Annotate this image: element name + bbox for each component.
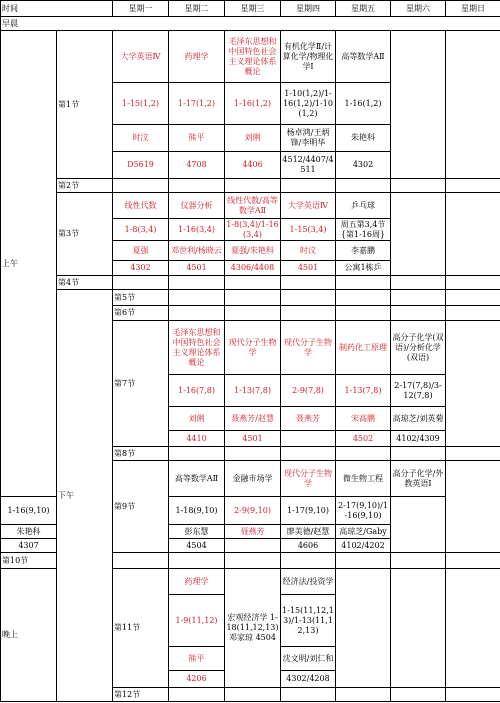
period-10: 第10节 xyxy=(1,553,57,569)
period-8: 第8节 xyxy=(113,447,169,461)
p9-wed-weeks: 2-9(9,10) xyxy=(225,497,281,525)
p3-tue-weeks: 1-16(3,4) xyxy=(169,219,225,241)
p9-mon-room: 4307 xyxy=(1,539,57,553)
p7-thu-teacher: 宋高鹏 xyxy=(336,407,391,431)
p9-fri-teacher: 高琼芝/Gaby xyxy=(336,525,391,539)
p11-wed-course: 经济法/投资学 xyxy=(281,569,336,595)
p1-wed-weeks: 1-16(1,2) xyxy=(225,83,281,125)
p3-mon-course: 线性代数 xyxy=(113,193,169,219)
p9-wed-room xyxy=(225,539,281,553)
p1-tue-course: 药理学 xyxy=(169,31,225,83)
p9-mon-course: 高等数学AⅡ xyxy=(169,461,225,497)
p7-wed-teacher: 聂燕芳 xyxy=(281,407,336,431)
p1-mon-course: 大学英语Ⅳ xyxy=(113,31,169,83)
p7-mon-course: 毛泽东思想和中国特色社会主义理论体系概论 xyxy=(169,321,225,375)
p7-sat-empty xyxy=(446,321,500,447)
p3-tue-course: 仪器分析 xyxy=(169,193,225,219)
p3-thu-teacher: 时汶 xyxy=(281,241,336,261)
p3-tue-room: 4501 xyxy=(169,261,225,276)
p1-fri-room: 4302 xyxy=(336,152,391,179)
p1-mon-weeks: 1-15(1,2) xyxy=(113,83,169,125)
p1-sun-empty xyxy=(446,31,500,179)
p11-wed-room: 4302/4208 xyxy=(281,671,336,688)
p9-thu-course: 微生物工程 xyxy=(336,461,391,497)
p9-thu-teacher: 廖美德/赵慧 xyxy=(281,525,336,539)
p9-wed-teacher: 聂燕芳 xyxy=(225,525,281,539)
p3-wed-course: 线性代数/高等数学AⅡ xyxy=(225,193,281,219)
p9-thu-room: 4606 xyxy=(281,539,336,553)
p3-mon-room: 4302 xyxy=(113,261,169,276)
p9-wed-course: 现代分子生物学 xyxy=(281,461,336,497)
p7-tue-teacher: 聂燕芳/赵慧 xyxy=(225,407,281,431)
p1-sat-empty xyxy=(391,31,446,179)
p3-thu-room: 4501 xyxy=(281,261,336,276)
period-4: 第4节 xyxy=(57,276,113,290)
p3-fri-course: 乒乓球 xyxy=(336,193,391,219)
period-2: 第2节 xyxy=(57,179,113,193)
p3-thu-weeks: 1-15(3,4) xyxy=(281,219,336,241)
p7-thu-course: 制药化工原理 xyxy=(336,321,391,375)
p9-tue-teacher: 彭东慧 xyxy=(169,525,225,539)
p1-thu-course: 有机化学Ⅱ/计算化学/物理化学Ⅰ xyxy=(281,31,336,83)
p9-tue-room: 4504 xyxy=(169,539,225,553)
p3-tue-teacher: 邓世利/杨晓云 xyxy=(169,241,225,261)
p7-mon-room: 4410 xyxy=(169,431,225,447)
p1-fri-weeks: 1-16(1,2) xyxy=(336,83,391,125)
p3-sat-empty xyxy=(391,193,446,276)
p7-tue-weeks: 1-13(7,8) xyxy=(225,375,281,407)
p11-mon-room: 4206 xyxy=(169,671,225,688)
period-9: 第9节 xyxy=(113,461,169,553)
p3-wed-teacher: 夏强/朱艳科 xyxy=(225,241,281,261)
period-1: 第1节 xyxy=(57,31,113,179)
p11-wed-weeks: 1-15(11,12,13)/1-13(11,12,13) xyxy=(281,595,336,647)
p7-thu-weeks: 1-13(7,8) xyxy=(336,375,391,407)
p7-mon-weeks: 1-16(7,8) xyxy=(169,375,225,407)
p11-mon-course: 药理学 xyxy=(169,569,225,595)
header-day-6: 星期六 xyxy=(391,1,446,17)
period-11: 第11节 xyxy=(113,569,169,688)
p1-mon-teacher: 时汶 xyxy=(113,125,169,152)
p9-sat-empty xyxy=(446,461,500,553)
p7-fri-course: 高分子化学(双语)/分析化学(双语) xyxy=(391,321,446,375)
p11-mon-weeks: 1-9(11,12) xyxy=(169,595,225,647)
p1-fri-course: 高等数学AⅡ xyxy=(336,31,391,83)
p7-tue-course: 现代分子生物学 xyxy=(225,321,281,375)
p9-mon-weeks: 1-16(9,10) xyxy=(1,497,57,525)
header-time: 时间 xyxy=(1,1,113,17)
p3-fri-teacher: 李嘉鹏 xyxy=(336,241,391,261)
p1-tue-teacher: 熊平 xyxy=(169,125,225,152)
p9-fri-room: 4102/4202 xyxy=(336,539,391,553)
period-5: 第5节 xyxy=(113,290,169,306)
p1-tue-room: 4708 xyxy=(169,152,225,179)
p1-tue-weeks: 1-17(1,2) xyxy=(169,83,225,125)
p1-mon-room: D5619 xyxy=(113,152,169,179)
p7-fri-room: 4102/4309 xyxy=(391,431,446,447)
p7-fri-teacher: 高琼芝/刘英菊 xyxy=(391,407,446,431)
p1-wed-course: 毛泽东思想和中国特色社会主义理论体系概论 xyxy=(225,31,281,83)
p1-thu-room: 4512/4407/4511 xyxy=(281,152,336,179)
p1-wed-teacher: 刘俐 xyxy=(225,125,281,152)
p9-tue-course: 金融市场学 xyxy=(225,461,281,497)
p11-mon-teacher: 熊平 xyxy=(169,647,225,671)
p1-thu-weeks: 1-10(1,2)/1-16(1,2)/1-10(1,2) xyxy=(281,83,336,125)
p3-fri-room: 公寓1栋乒 xyxy=(336,261,391,276)
period-7: 第7节 xyxy=(113,321,169,447)
p1-fri-teacher: 朱艳科 xyxy=(336,125,391,152)
p3-wed-room: 4306/4408 xyxy=(225,261,281,276)
p3-mon-weeks: 1-8(3,4) xyxy=(113,219,169,241)
section-am: 上午 xyxy=(1,31,57,497)
header-day-2: 星期二 xyxy=(169,1,225,17)
p9-fri-weeks: 2-17(9,10)/1-16(9,10) xyxy=(336,497,391,525)
p11-wed-teacher: 沈文明/刘仁和 xyxy=(281,647,336,671)
p1-wed-room: 4406 xyxy=(225,152,281,179)
header-day-7: 星期日 xyxy=(446,1,500,17)
p11-tue-all: 宏观经济学 1-18(11,12,13) 邓家琼 4504 xyxy=(225,569,281,688)
p9-tue-weeks: 1-18(9,10) xyxy=(169,497,225,525)
header-day-4: 星期四 xyxy=(281,1,336,17)
header-day-1: 星期一 xyxy=(113,1,169,17)
p7-wed-room xyxy=(281,431,336,447)
p9-thu-weeks: 1-17(9,10) xyxy=(281,497,336,525)
section-early-morning: 早晨 xyxy=(1,17,500,31)
p7-fri-weeks: 2-17(7,8)/3-12(7,8) xyxy=(391,375,446,407)
p7-wed-course: 现代分子生物学 xyxy=(281,321,336,375)
p3-thu-course: 大学英语Ⅳ xyxy=(281,193,336,219)
p3-mon-teacher: 夏强 xyxy=(113,241,169,261)
p3-sun-empty xyxy=(446,193,500,276)
section-eve: 晚上 xyxy=(1,569,57,702)
period-12: 第12节 xyxy=(113,688,169,702)
section-pm: 下午 xyxy=(57,290,113,702)
period-3: 第3节 xyxy=(57,193,113,276)
p7-mon-teacher: 刘俐 xyxy=(169,407,225,431)
p7-thu-room: 4502 xyxy=(336,431,391,447)
p7-wed-weeks: 2-9(7,8) xyxy=(281,375,336,407)
p9-mon-teacher: 朱艳科 xyxy=(1,525,57,539)
header-day-5: 星期五 xyxy=(336,1,391,17)
p1-thu-teacher: 杨卓鸿/王炳锋/李明华 xyxy=(281,125,336,152)
period-6: 第6节 xyxy=(113,306,169,321)
p3-wed-weeks: 1-8(3,4)/1-16(3,4) xyxy=(226,219,279,239)
header-day-3: 星期三 xyxy=(225,1,281,17)
p9-fri-course: 高分子化学/外教英语Ⅰ xyxy=(391,461,446,497)
p3-fri-weeks: 周五第3,4节{第1-16周} xyxy=(336,219,391,241)
p7-tue-room: 4501 xyxy=(225,431,281,447)
